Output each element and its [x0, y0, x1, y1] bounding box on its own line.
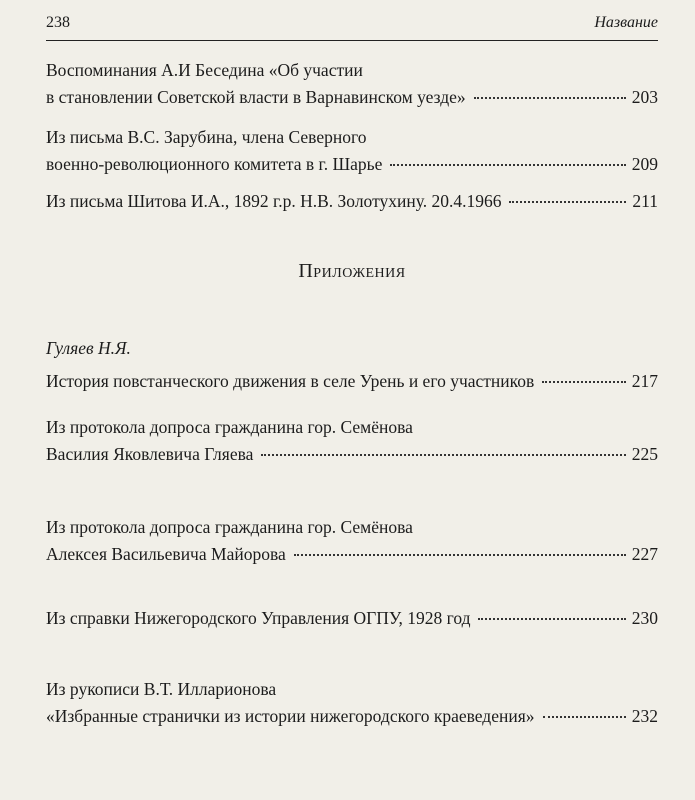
- toc-entry-line: «Избранные странички из истории нижегородского краеведения»: [46, 706, 535, 726]
- dot-leader: [542, 381, 625, 383]
- page-number: 238: [46, 14, 70, 31]
- toc-page-number: 209: [631, 154, 658, 174]
- dot-leader: [474, 97, 626, 99]
- toc-entry-line: История повстанческого движения в селе Урень и его участников: [46, 371, 535, 391]
- dot-leader: [390, 164, 625, 166]
- toc-entry: [46, 57, 658, 111]
- toc-entry: [46, 605, 658, 632]
- dot-leader: [543, 716, 626, 718]
- author-name: Гуляев Н.Я.: [46, 338, 131, 358]
- dot-leader: [294, 554, 626, 556]
- running-title: Название: [594, 14, 658, 31]
- toc-entry-line: Из протокола допроса гражданина гор. Семёнова: [46, 417, 413, 437]
- toc-page-number: 211: [632, 191, 658, 211]
- toc-entry-line: Из письма В.С. Зарубина, члена Северного: [46, 127, 367, 147]
- toc-entry: [46, 188, 658, 215]
- toc-page-number: 227: [631, 544, 658, 564]
- dot-leader: [261, 454, 625, 456]
- toc-page-number: 217: [631, 371, 658, 391]
- toc-page-number: 232: [631, 706, 658, 726]
- toc-entry: [46, 414, 658, 468]
- header-rule: [46, 40, 658, 41]
- toc-page-number: 225: [631, 444, 658, 464]
- toc-entry: [46, 514, 658, 568]
- section-title: Приложения: [298, 260, 406, 282]
- toc-entry-line: Василия Яковлевича Гляева: [46, 444, 254, 464]
- toc-entry-line: Воспоминания А.И Беседина «Об участии: [46, 60, 363, 80]
- dot-leader: [509, 201, 626, 203]
- toc-page-number: 203: [631, 87, 658, 107]
- toc-entry-line: Алексея Васильевича Майорова: [46, 544, 286, 564]
- toc-entry-line: Из рукописи В.Т. Илларионова: [46, 679, 277, 699]
- toc-entry: [46, 676, 658, 730]
- page-header: [46, 14, 658, 38]
- toc-entry-line: Из письма Шитова И.А., 1892 г.р. Н.В. Золотухину. 20.4.1966: [46, 191, 502, 211]
- toc-entry: [46, 124, 658, 178]
- toc-entry-line: в становлении Советской власти в Варнавинском уезде»: [46, 87, 466, 107]
- toc-page-number: 230: [631, 608, 658, 628]
- dot-leader: [478, 618, 625, 620]
- toc-entry-line: Из протокола допроса гражданина гор. Семёнова: [46, 517, 413, 537]
- toc-entry-line: военно-революционного комитета в г. Шарье: [46, 154, 383, 174]
- toc-entry: [46, 368, 658, 395]
- toc-entry-line: Из справки Нижегородского Управления ОГПУ, 1928 год: [46, 608, 471, 628]
